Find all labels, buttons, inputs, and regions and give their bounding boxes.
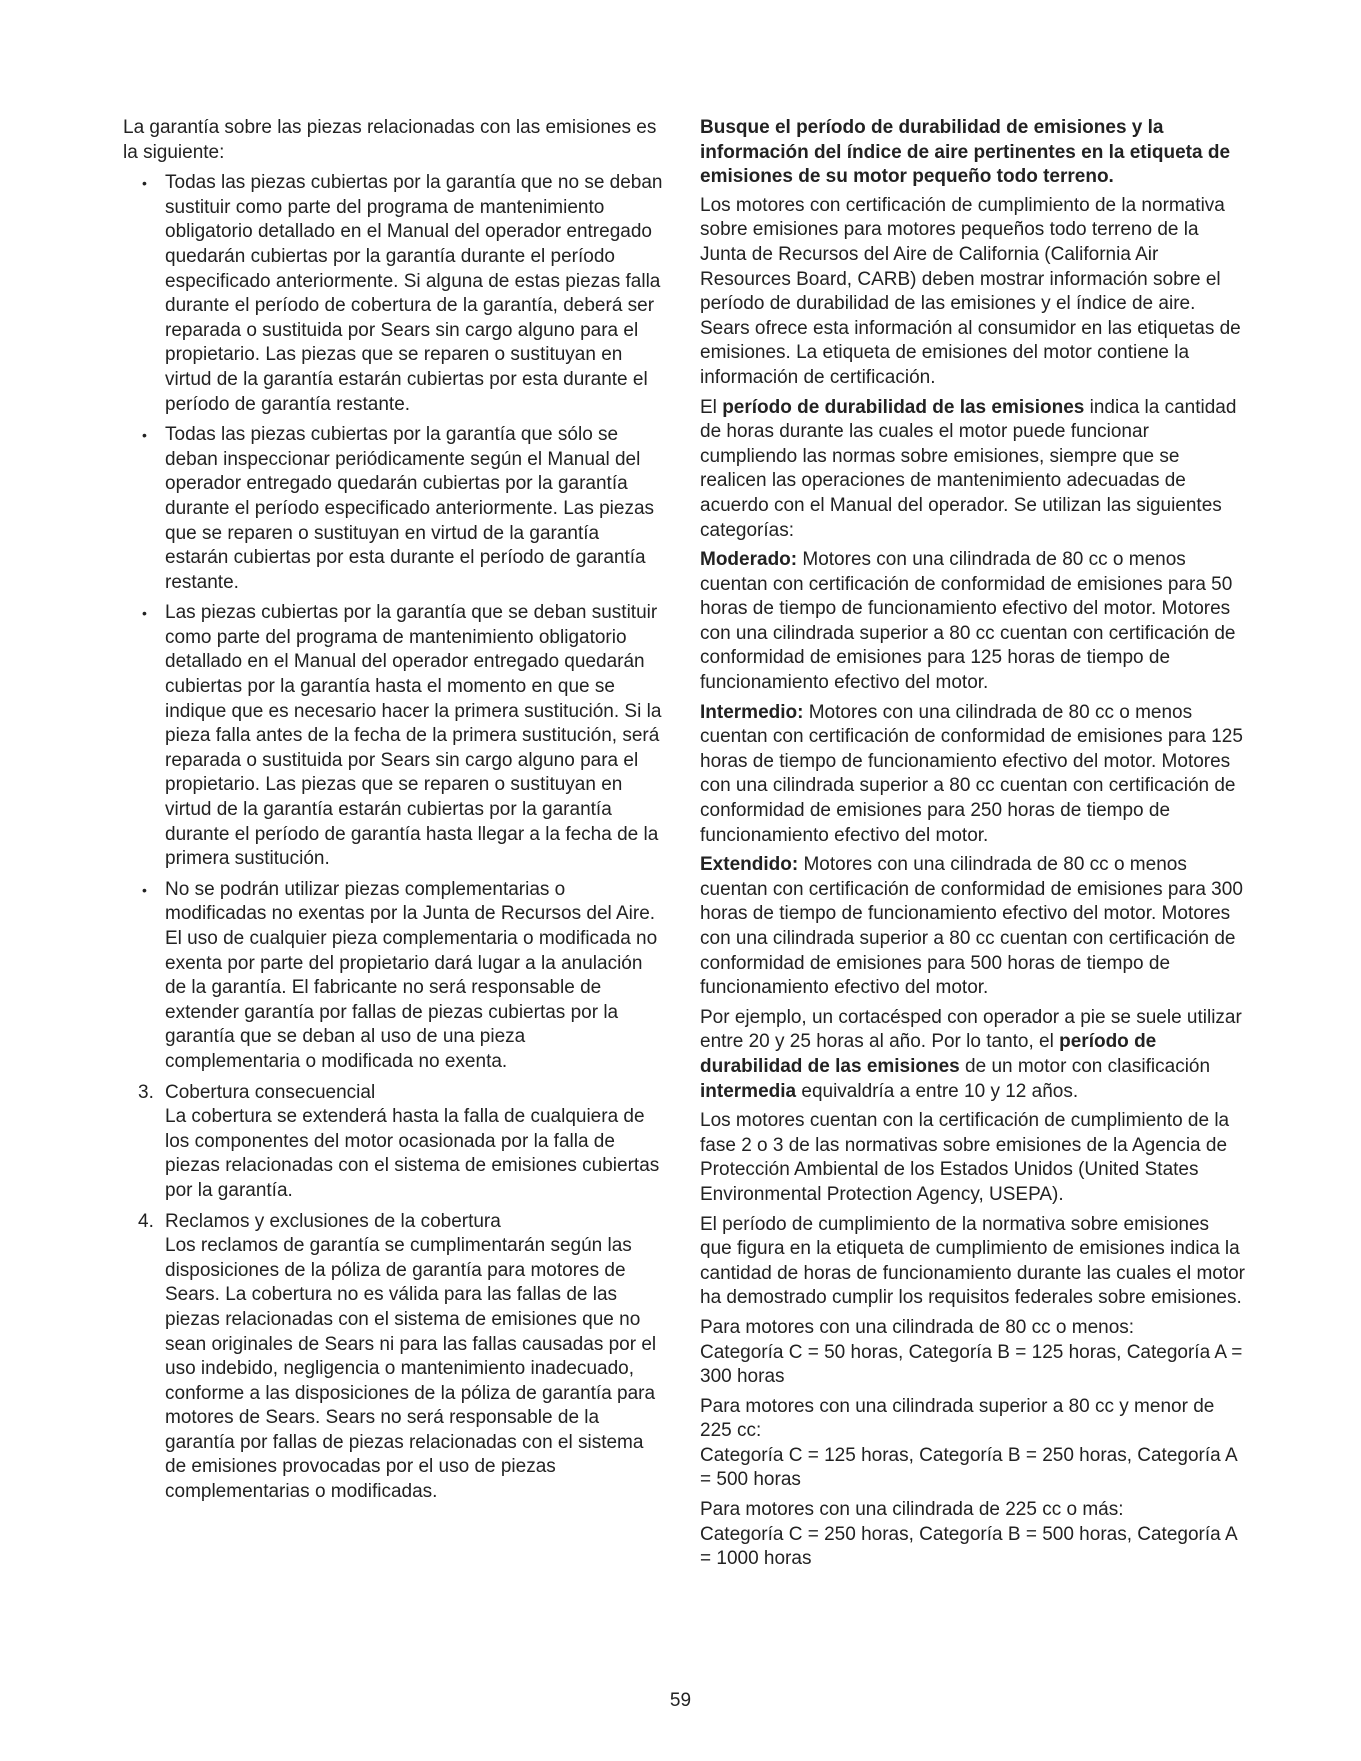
item-title: Reclamos y exclusiones de la cobertura: [165, 1210, 501, 1232]
group-values: Categoría C = 250 horas, Categoría B = 500 horas, Categoría A = 1000 horas: [700, 1523, 1237, 1570]
list-item: [142, 171, 663, 417]
category-group-80cc: [700, 1316, 1245, 1390]
item-title: Cobertura consecuencial: [165, 1081, 376, 1103]
bullet-icon: •: [142, 427, 147, 444]
usepa-paragraph: Los motores cuentan con la certificación de cumplimiento de la fase 2 o 3 de las normativas sobre emisiones de la Agencia de Protección Ambiental de los Estados Unidos (United States Environmental Protection Agency, USEPA).: [700, 1110, 1230, 1205]
category-moderado: [700, 548, 1245, 696]
category-label: Intermedio:: [700, 701, 804, 723]
list-item-text: Todas las piezas cubiertas por la garantía que no se deban sustituir como parte del programa de mantenimiento obligatorio detallado en el Manual del operador entregado quedarán cubiertas por la garantía durante el período especificado anteriormente. Si alguna de estas piezas falla durante el período de cobertura de la garantía, deberá ser reparada o sustituida por Sears sin cargo alguno para el propietario. Las piezas que se reparen o sustituyan en virtud de la garantía estarán cubiertas por esta durante el período de garantía restante.: [165, 172, 663, 415]
text-run: El: [700, 396, 723, 418]
bold-term: intermedia: [700, 1080, 797, 1102]
category-extendido: [700, 853, 1245, 1001]
list-item-text: No se podrán utilizar piezas complementarias o modificadas no exentas por la Junta de Recursos del Aire. El uso de cualquier pieza complementaria o modificada no exenta por parte del propietario dará lugar a la anulación de la garantía. El fabricante no será responsable de extender garantía por fallas de piezas cubiertas por la garantía que se deban al uso de una pieza complementaria o modificada no exenta.: [165, 878, 658, 1072]
category-text: Motores con una cilindrada de 80 cc o menos cuentan con certificación de conformidad de emisiones para 300 horas de tiempo de funcionamiento efectivo del motor. Motores con una cilindrada superior a 80 cc cuentan con certificación de conformidad de emisiones para 500 horas de tiempo de funcionamiento efectivo del motor.: [700, 854, 1243, 999]
text-run: equivaldría a entre 10 y 12 años.: [796, 1080, 1079, 1102]
page-number: 59: [669, 1690, 692, 1711]
example-paragraph: [700, 1006, 1245, 1104]
list-item: [142, 878, 663, 1075]
category-label: Extendido:: [700, 854, 799, 876]
item-number: 3.: [138, 1081, 154, 1103]
category-group-225cc: [700, 1498, 1245, 1572]
text-run: Por ejemplo, un cortacésped con operador a pie se suele utilizar entre 20 y 25 horas al año. Por lo tanto, el: [700, 1006, 1242, 1053]
list-item: [142, 601, 663, 872]
carb-paragraph: Los motores con certificación de cumplimiento de la normativa sobre emisiones para motores pequeños todo terreno de la Junta de Recursos del Aire de California (California Air Resources Board, CARB) deben mostrar información sobre el período de durabilidad de las emisiones y el índice de aire. Sears ofrece esta información al consumidor en las etiquetas de emisiones. La etiqueta de emisiones del motor contiene la información de certificación.: [700, 194, 1241, 388]
group-title: Para motores con una cilindrada de 80 cc o menos:: [700, 1316, 1135, 1338]
label-paragraph: El período de cumplimiento de la normativa sobre emisiones que figura en la etiqueta de cumplimiento de emisiones indica la cantidad de horas de funcionamiento durante las cuales el motor ha demostrado cumplir los requisitos federales sobre emisiones.: [700, 1213, 1246, 1309]
warranty-intro: La garantía sobre las piezas relacionadas con las emisiones es la siguiente:: [123, 117, 657, 163]
list-item-text: Las piezas cubiertas por la garantía que se deban sustituir como parte del programa de mantenimiento obligatorio detallado en el Manual del operador entregado quedarán cubiertas por la garantía hasta el momento en que se indique que es necesario hacer la primera sustitución. Si la pieza falla antes de la fecha de la primera sustitución, será reparada o sustituida por Sears sin cargo alguno para el propietario. Las piezas que se reparen o sustituyan en virtud de la garantía estarán cubiertas por la garantía durante el período de garantía hasta llegar a la fecha de la primera sustitución.: [165, 602, 662, 870]
consequential-coverage-section: [123, 1081, 663, 1204]
bullet-icon: •: [142, 605, 147, 622]
bold-term: período de durabilidad de las emisiones: [722, 396, 1085, 418]
bullet-icon: •: [142, 881, 147, 898]
durability-paragraph: [700, 396, 1245, 544]
group-title: Para motores con una cilindrada de 225 cc o más:: [700, 1499, 1124, 1521]
left-column: [123, 116, 663, 1511]
category-label: Moderado:: [700, 549, 798, 571]
group-title: Para motores con una cilindrada superior a 80 cc y menor de 225 cc:: [700, 1395, 1215, 1442]
list-item-text: Todas las piezas cubiertas por la garantía que sólo se deban inspeccionar periódicamente según el Manual del operador entregado quedarán cubiertas por la garantía durante el período especificado anteriormente. Las piezas que se reparen o sustituyan en virtud de la garantía estarán cubiertas por esta durante el período de garantía restante.: [165, 424, 655, 593]
text-run: indica la cantidad de horas durante las cuales el motor puede funcionar cumpliendo las normas sobre emisiones, siempre que se realicen las operaciones de mantenimiento adecuadas de acuerdo con el Manual del operador. Se utilizan las siguientes categorías:: [700, 396, 1237, 541]
bold-term: período de durabilidad de las emisiones: [700, 1031, 1157, 1077]
item-body: La cobertura se extenderá hasta la falla de cualquiera de los componentes del motor ocasionada por la falla de piezas relacionadas con el sistema de emisiones cubiertas por la garantía.: [165, 1106, 660, 1201]
category-text: Motores con una cilindrada de 80 cc o menos cuentan con certificación de conformidad de emisiones para 50 horas de tiempo de funcionamiento efectivo del motor. Motores con una cilindrada superior a 80 cc cuentan con certificación de conformidad de emisiones para 125 horas de tiempo de funcionamiento efectivo del motor.: [700, 549, 1236, 694]
text-run: de un motor con clasificación: [959, 1055, 1211, 1077]
category-intermedio: [700, 701, 1245, 849]
claims-exclusions-section: [123, 1210, 663, 1505]
warranty-parts-list: [123, 171, 663, 1074]
category-group-80-225cc: [700, 1395, 1245, 1493]
item-body: Los reclamos de garantía se cumplimentarán según las disposiciones de la póliza de garantía para motores de Sears. La cobertura no es válida para las fallas de las piezas relacionadas con el sistema de emisiones que no sean originales de Sears ni para las fallas causadas por el uso indebido, negligencia o mantenimiento inadecuado, conforme a las disposiciones de la póliza de garantía para motores de Sears. Sears no será responsable de la garantía por fallas de piezas relacionadas con el sistema de emisiones provocadas por el uso de piezas complementarias o modificadas.: [165, 1235, 657, 1503]
bullet-icon: •: [142, 175, 147, 192]
group-values: Categoría C = 125 horas, Categoría B = 250 horas, Categoría A = 500 horas: [700, 1444, 1237, 1491]
group-values: Categoría C = 50 horas, Categoría B = 125 horas, Categoría A = 300 horas: [700, 1341, 1243, 1388]
category-text: Motores con una cilindrada de 80 cc o menos cuentan con certificación de conformidad de emisiones para 125 horas de tiempo de funcionamiento efectivo del motor. Motores con una cilindrada superior a 80 cc cuentan con certificación de conformidad de emisiones para 250 horas de tiempo de funcionamiento efectivo del motor.: [700, 701, 1243, 846]
section-heading: Busque el período de durabilidad de emisiones y la información del índice de aire pertinentes en la etiqueta de emisiones de su motor pequeño todo terreno.: [700, 117, 1231, 188]
list-item: [142, 423, 663, 595]
item-number: 4.: [138, 1210, 154, 1232]
right-column: [700, 116, 1245, 1577]
